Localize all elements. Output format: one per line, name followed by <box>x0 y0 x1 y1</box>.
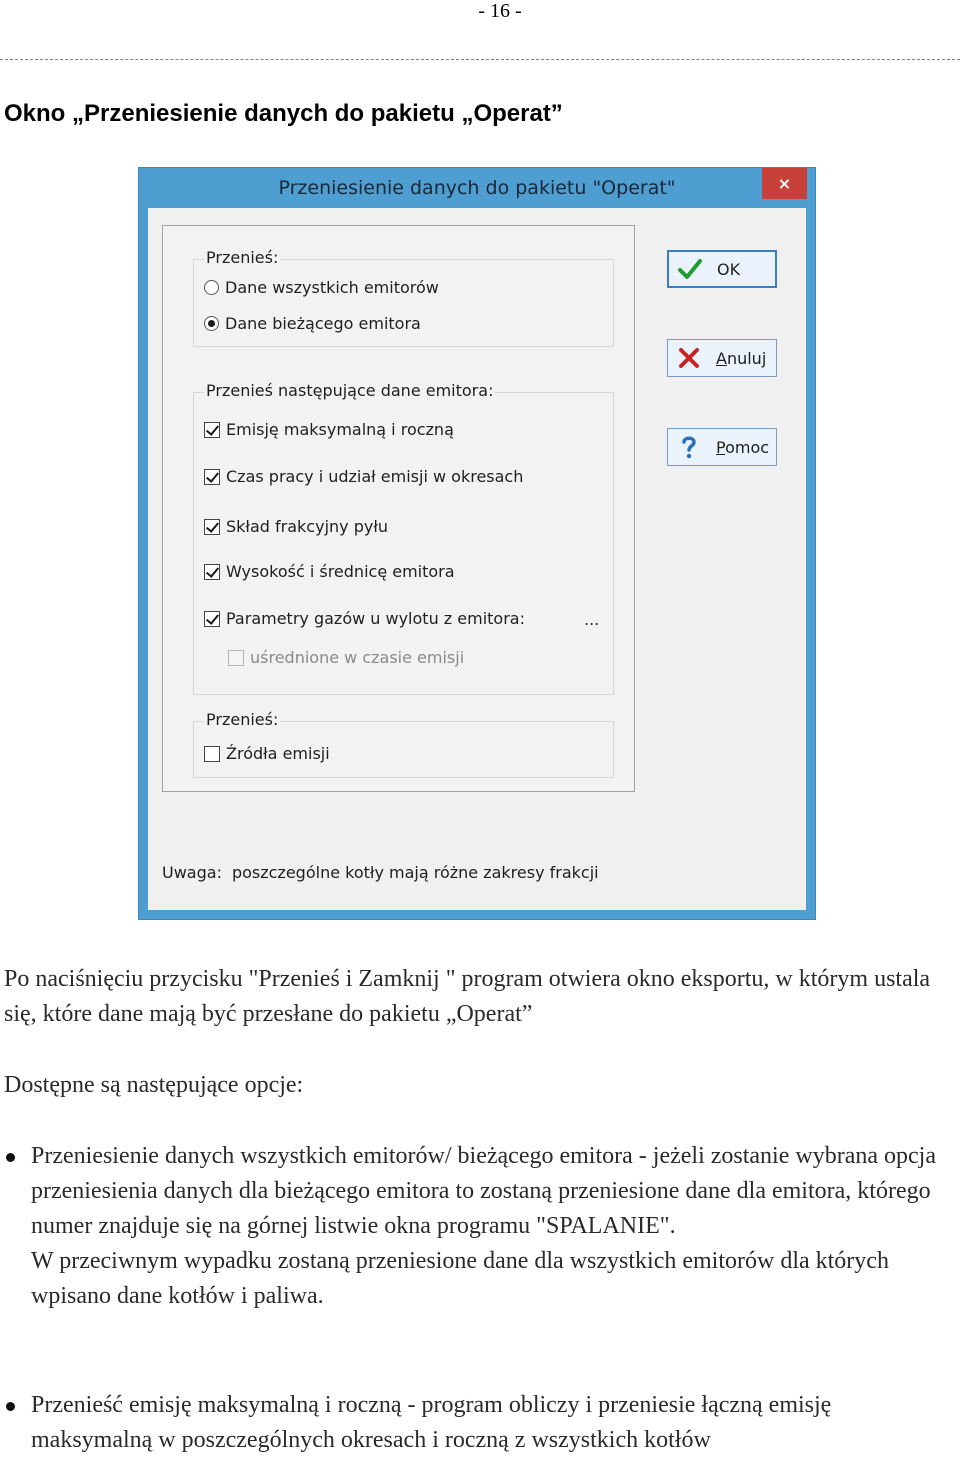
radio-all-emitters[interactable] <box>204 278 439 297</box>
section-heading: Okno „Przeniesienie danych do pakietu „Operat” <box>4 100 563 127</box>
checkbox-label: Wysokość i średnicę emitora <box>226 562 455 581</box>
check-averaged-emission[interactable] <box>228 648 464 667</box>
intro-paragraph: Po naciśnięciu przycisku "Przenieś i Zamknij " program otwiera okno eksportu, w którym ustala się, które dane mają być przesłane do pakietu „Operat” <box>4 966 931 1027</box>
options-panel <box>162 225 635 792</box>
checkbox[interactable] <box>204 564 220 580</box>
help-button[interactable] <box>667 428 777 466</box>
question-icon <box>676 434 702 460</box>
close-button[interactable] <box>762 168 807 199</box>
options-intro: Dostępne są następujące opcje: <box>4 1072 304 1098</box>
bullet-icon <box>6 1402 15 1411</box>
radio-label: Dane bieżącego emitora <box>225 314 421 333</box>
export-dialog <box>138 167 816 920</box>
page-number: - 16 - <box>478 0 522 22</box>
note-text: poszczególne kotły mają różne zakresy frakcji <box>231 863 599 882</box>
checkbox-label: Czas pracy i udział emisji w okresach <box>226 467 524 486</box>
dialog-title: Przeniesienie danych do pakietu "Operat" <box>278 177 676 199</box>
bullet-text: Przenieść emisję maksymalną i roczną - program obliczy i przeniesie łączną emisję maksymalną w poszczególnych okresach i roczną z wszystkich kotłów <box>31 1392 832 1453</box>
check-dust-fraction[interactable] <box>204 517 388 536</box>
note-line <box>162 863 599 882</box>
check-height-diameter[interactable] <box>204 562 455 581</box>
checkbox[interactable] <box>204 422 220 438</box>
close-icon: × <box>777 174 792 193</box>
bullet-icon <box>6 1153 15 1162</box>
checkbox-label: Emisję maksymalną i roczną <box>226 420 454 439</box>
emission-sources-label: Przenieś: <box>206 710 279 729</box>
more-options-button[interactable]: ... <box>584 610 600 629</box>
check-max-annual-emission[interactable] <box>204 420 454 439</box>
radio-button[interactable] <box>204 316 219 331</box>
transfer-scope-label: Przenieś: <box>206 248 279 267</box>
ok-label: OK <box>717 259 741 279</box>
cancel-button[interactable] <box>667 339 777 377</box>
emitter-data-group <box>193 381 614 695</box>
note-label: Uwaga: <box>162 863 222 882</box>
dialog-client-area <box>148 208 806 910</box>
checkbox-label: uśrednione w czasie emisji <box>250 648 465 667</box>
emission-sources-group <box>193 710 614 778</box>
check-icon <box>677 256 703 282</box>
checkbox-label: Skład frakcyjny pyłu <box>226 517 389 536</box>
radio-current-emitter[interactable] <box>204 314 421 333</box>
ok-button[interactable] <box>667 250 777 288</box>
bullet-text: Przeniesienie danych wszystkich emitorów/ bieżącego emitora - jeżeli zostanie wybrana opcja przeniesienia danych dla bieżącego emitora to zostaną przeniesione dane dla emitora, którego numer znajduje się na górnej listwie okna programu "SPALANIE". W przeciwnym wypadku zostaną przeniesione dane dla wszystkich emitorów dla których wpisano dane kotłów i paliwa. <box>31 1143 936 1309</box>
emitter-data-label: Przenieś następujące dane emitora: <box>206 381 494 400</box>
checkbox[interactable] <box>204 469 220 485</box>
help-label: Pomoc <box>716 437 770 457</box>
radio-button[interactable] <box>204 280 219 295</box>
cancel-label: Anuluj <box>716 348 767 368</box>
checkbox[interactable] <box>204 519 220 535</box>
checkbox[interactable] <box>204 611 220 627</box>
checkbox-label: Parametry gazów u wylotu z emitora: <box>226 609 525 628</box>
checkbox[interactable] <box>204 746 220 762</box>
checkbox-label: Źródła emisji <box>226 744 330 763</box>
cross-icon <box>676 345 702 371</box>
check-work-time[interactable] <box>204 467 523 486</box>
check-gas-parameters[interactable] <box>204 609 525 628</box>
check-emission-sources[interactable] <box>204 744 330 763</box>
header-rule <box>0 59 960 60</box>
radio-label: Dane wszystkich emitorów <box>225 278 439 297</box>
transfer-scope-group <box>193 248 614 347</box>
checkbox[interactable] <box>228 650 244 666</box>
